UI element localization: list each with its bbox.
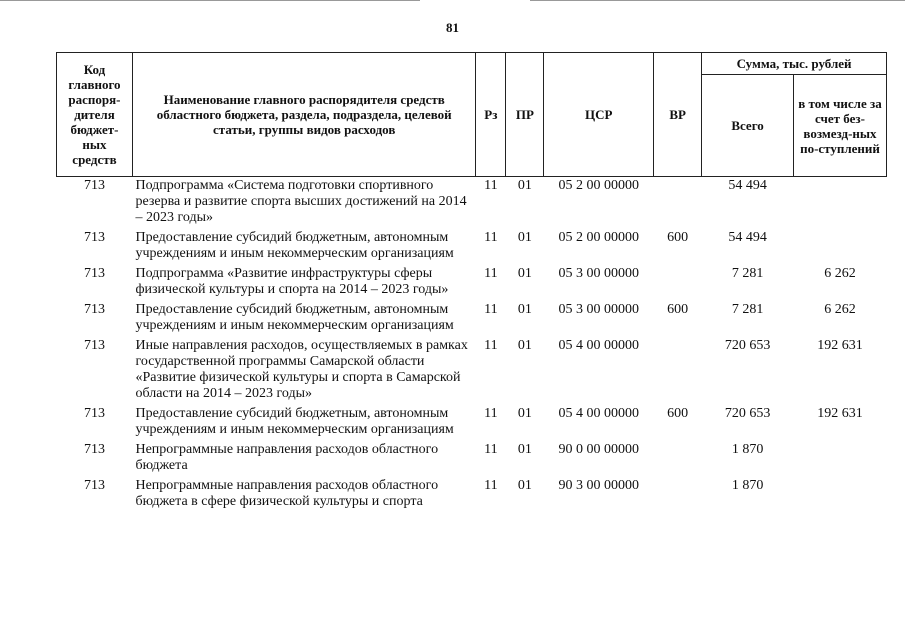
cell-code: 713 xyxy=(83,230,105,245)
cell-name: Непрограммные направления расходов областного бюджета xyxy=(135,442,439,473)
table-row xyxy=(57,477,887,513)
header-incl: в том числе за счет без-возмезд-ных по-ступлений xyxy=(794,75,887,177)
table-row xyxy=(57,229,887,265)
header-vr: ВР xyxy=(654,53,702,177)
cell-rz: 11 xyxy=(484,230,498,245)
cell-pr: 01 xyxy=(517,266,532,281)
cell-name: Подпрограмма «Система подготовки спортивного резерва и развитие спорта высших достижений на 2014 – 2023 годы» xyxy=(135,178,467,225)
cell-pr: 01 xyxy=(517,478,532,493)
cell-incl: 6 262 xyxy=(824,302,856,317)
table-row xyxy=(57,441,887,477)
table-body xyxy=(57,177,887,514)
table-row xyxy=(57,265,887,301)
cell-code: 713 xyxy=(83,266,105,281)
cell-vr xyxy=(654,477,702,513)
cell-rz: 11 xyxy=(484,406,498,421)
cell-total: 7 281 xyxy=(731,302,764,317)
cell-rz: 11 xyxy=(484,178,498,193)
cell-name: Предоставление субсидий бюджетным, автономным учреждениям и иным некоммерческим организациям xyxy=(135,230,454,261)
cell-incl: 192 631 xyxy=(817,338,863,353)
header-pr: ПР xyxy=(506,53,544,177)
header-code: Код главного распоря-дителя бюджет-ных средств xyxy=(57,53,133,177)
table-header xyxy=(57,53,887,177)
cell-total: 720 653 xyxy=(724,338,771,353)
cell-name: Иные направления расходов, осуществляемых в рамках государственной программы Самарской области «Развитие физической культуры и спорта в Самарской области на 2014 – 2023 годы» xyxy=(135,338,468,401)
cell-rz: 11 xyxy=(484,478,498,493)
header-csr: ЦСР xyxy=(544,53,654,177)
cell-pr: 01 xyxy=(517,442,532,457)
cell-rz: 11 xyxy=(484,442,498,457)
page-number: 81 xyxy=(446,20,459,35)
header-sum-group: Сумма, тыс. рублей xyxy=(702,53,887,75)
cell-csr: 05 4 00 00000 xyxy=(558,406,640,421)
cell-code: 713 xyxy=(83,178,105,193)
cell-incl: 6 262 xyxy=(824,266,856,281)
cell-pr: 01 xyxy=(517,302,532,317)
cell-name: Подпрограмма «Развитие инфраструктуры сферы физической культуры и спорта на 2014 – 2023 годы» xyxy=(135,266,449,297)
cell-csr: 05 2 00 00000 xyxy=(558,230,640,245)
cell-total: 7 281 xyxy=(731,266,764,281)
cell-code: 713 xyxy=(83,338,105,353)
scan-edge-line xyxy=(530,0,905,1)
cell-vr xyxy=(654,337,702,405)
cell-csr: 05 4 00 00000 xyxy=(558,338,640,353)
cell-code: 713 xyxy=(83,302,105,317)
cell-rz: 11 xyxy=(484,266,498,281)
header-name: Наименование главного распорядителя средств областного бюджета, раздела, подраздела, целевой статьи, группы видов расходов xyxy=(132,53,475,177)
cell-incl xyxy=(794,229,887,265)
cell-vr: 600 xyxy=(667,230,689,245)
cell-total: 1 870 xyxy=(731,478,764,493)
cell-vr: 600 xyxy=(667,406,689,421)
cell-code: 713 xyxy=(83,406,105,421)
cell-csr: 05 3 00 00000 xyxy=(558,302,640,317)
table-row xyxy=(57,405,887,441)
cell-pr: 01 xyxy=(517,406,532,421)
header-total: Всего xyxy=(702,75,794,177)
cell-rz: 11 xyxy=(484,338,498,353)
cell-csr: 90 0 00 00000 xyxy=(558,442,640,457)
cell-name: Предоставление субсидий бюджетным, автономным учреждениям и иным некоммерческим организациям xyxy=(135,406,454,437)
cell-pr: 01 xyxy=(517,178,532,193)
cell-total: 54 494 xyxy=(728,178,767,193)
cell-total: 1 870 xyxy=(731,442,764,457)
cell-name: Предоставление субсидий бюджетным, автономным учреждениям и иным некоммерческим организациям xyxy=(135,302,454,333)
cell-csr: 05 2 00 00000 xyxy=(558,178,640,193)
cell-csr: 05 3 00 00000 xyxy=(558,266,640,281)
cell-pr: 01 xyxy=(517,338,532,353)
cell-rz: 11 xyxy=(484,302,498,317)
header-rz: Рз xyxy=(476,53,506,177)
table-row xyxy=(57,177,887,230)
cell-code: 713 xyxy=(83,478,105,493)
cell-vr xyxy=(654,177,702,230)
table-row xyxy=(57,337,887,405)
cell-vr xyxy=(654,441,702,477)
cell-pr: 01 xyxy=(517,230,532,245)
scan-edge-line xyxy=(0,0,420,1)
budget-table xyxy=(56,52,887,513)
cell-vr xyxy=(654,265,702,301)
cell-csr: 90 3 00 00000 xyxy=(558,478,640,493)
cell-code: 713 xyxy=(83,442,105,457)
cell-total: 54 494 xyxy=(728,230,767,245)
cell-incl: 192 631 xyxy=(817,406,863,421)
cell-incl xyxy=(794,477,887,513)
cell-name: Непрограммные направления расходов областного бюджета в сфере физической культуры и спорта xyxy=(135,478,439,509)
cell-total: 720 653 xyxy=(724,406,771,421)
table-row xyxy=(57,301,887,337)
cell-incl xyxy=(794,441,887,477)
cell-vr: 600 xyxy=(667,302,689,317)
cell-incl xyxy=(794,177,887,230)
